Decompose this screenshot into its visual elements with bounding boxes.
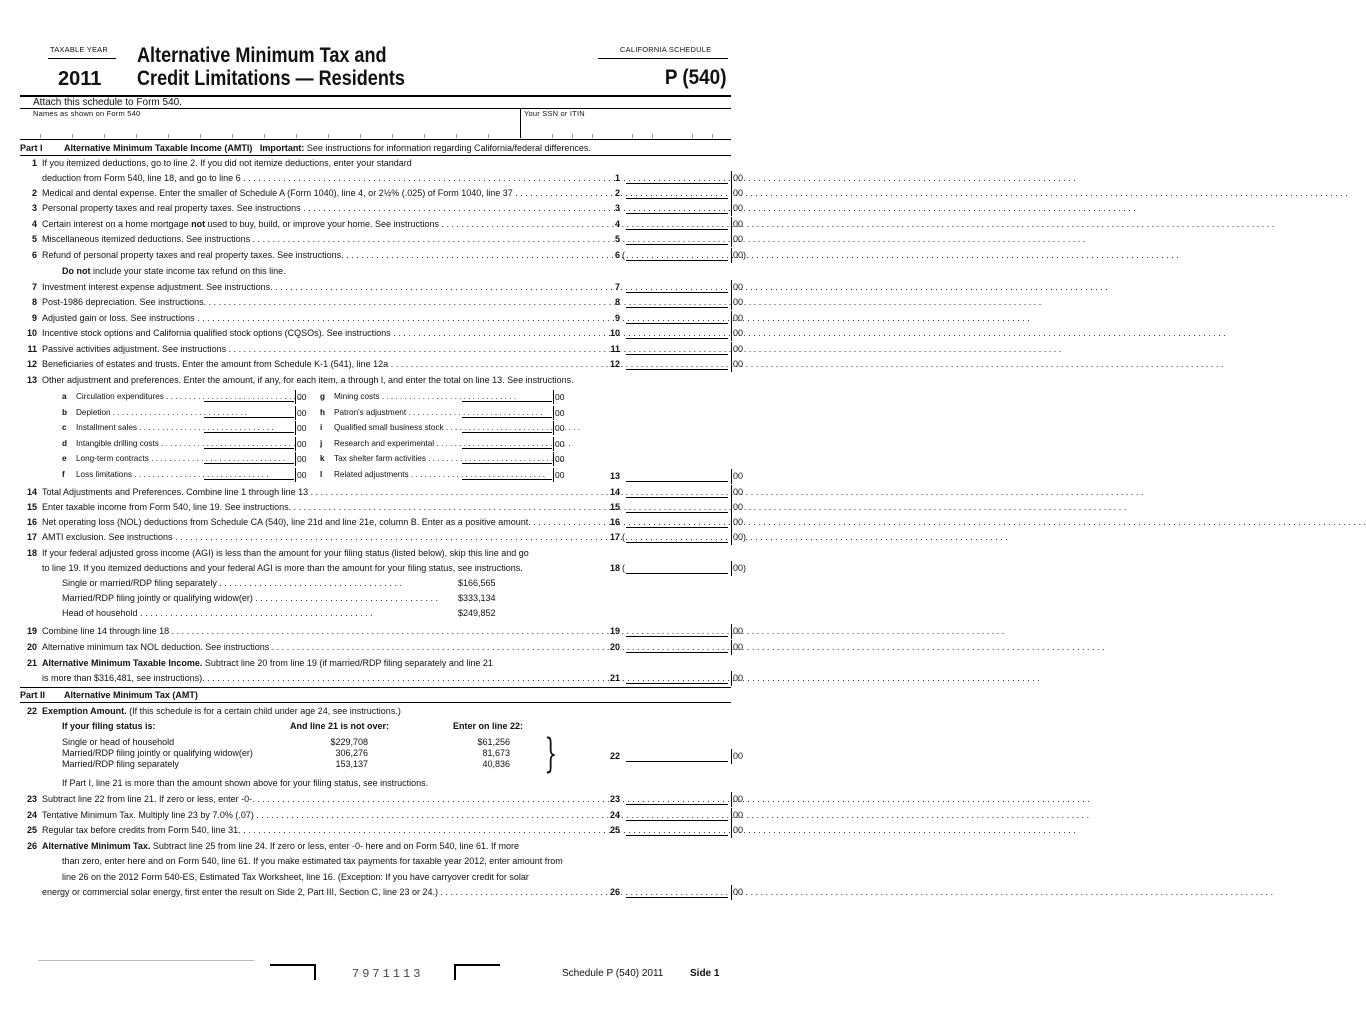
line-13b-amount[interactable] (204, 406, 294, 418)
line-22-intro: 22 Exemption Amount. (If this schedule is for a certain child under age 24, see instructions.) (26, 706, 401, 716)
line-24-amount[interactable] (626, 808, 728, 821)
barcode-number: 7971113 (352, 967, 424, 981)
line-15: 15 Enter taxable income from Form 540, line 19. See instructions. . . . 15 00 (20, 500, 710, 515)
line-18-status-3: Head of household . . . . . . . . . . . . . . . . . . . . . . . . . . . . . . . . . . . . . . . . . . . . . . . $249,852 (62, 608, 496, 618)
line-7: 7 Investment interest expense adjustment. See instructions. . . . 7 00 (20, 280, 710, 295)
line-13-intro: 13 Other adjustment and preferences. Enter the amount, if any, for each item, a through l, and enter the total on line 13. See instructions. (26, 375, 574, 385)
line-5-amount[interactable] (626, 232, 728, 245)
line-26-amount[interactable] (626, 885, 728, 898)
line-17-amount[interactable] (626, 530, 728, 543)
form-code: P (540) (664, 66, 726, 89)
line-13c-cents: 00 (295, 421, 313, 435)
line-5: 5 Miscellaneous itemized deductions. See instructions . . . 5 00 (20, 232, 710, 247)
attach-instruction: Attach this schedule to Form 540. (33, 97, 182, 108)
title-line-2: Credit Limitations — Residents (137, 67, 405, 90)
line-24: 24 Tentative Minimum Tax. Multiply line 23 by 7.0% (.07) . . . 24 00 (20, 808, 710, 823)
col-enter: Enter on line 22: (453, 721, 524, 731)
line-13j-label: Research and experimental . . . (334, 437, 460, 451)
part2-rule (20, 702, 731, 703)
line-13d-letter: d (62, 439, 68, 448)
line-13g-letter: g (320, 392, 326, 401)
line-15-amount[interactable] (626, 500, 728, 513)
line-13a-letter: a (62, 392, 67, 401)
line-13h-letter: h (320, 408, 326, 417)
line-13-amount[interactable] (626, 469, 728, 482)
line-13k-cents: 00 (553, 452, 571, 466)
schedule-divider (598, 58, 728, 59)
line-13l-letter: l (320, 470, 323, 479)
line-13a-label: Circulation expenditures . . . (76, 390, 202, 404)
line-18-status-1: Single or married/RDP filing separately . . . . . . . . . . . . . . . . . . . . . . . . . . . . . . . . . . . . . $166,565 (62, 578, 496, 588)
line-13l-label: Related adjustments . . . (334, 468, 460, 482)
line-3: 3 Personal property taxes and real property taxes. See instructions . . . 3 00 (20, 201, 710, 216)
line-26-text-3: line 26 on the 2012 Form 540-ES, Estimated Tax Worksheet, line 16. (Exception: If you have carryover credit for solar (62, 872, 529, 882)
line-13i-cents: 00 (553, 421, 571, 435)
line-13j-letter: j (320, 439, 323, 448)
line-16-amount[interactable] (626, 515, 728, 528)
line-13e-cents: 00 (295, 452, 313, 466)
status-single: Single or head of household (62, 737, 175, 747)
line-13k-item (320, 452, 575, 466)
part2-top-rule (20, 687, 731, 688)
corner-mark-left (270, 964, 316, 980)
form-title (137, 44, 429, 90)
line-13k-amount[interactable] (462, 452, 552, 464)
line-13e-item (62, 452, 317, 466)
line-13g-amount[interactable] (462, 390, 552, 402)
line-16: 16 Net operating loss (NOL) deductions from Schedule CA (540), line 21d and line 21e, column B. Enter as a positive amount. . . . 16 00 (20, 515, 710, 530)
line-13g-item (320, 390, 575, 404)
line-13c-amount[interactable] (204, 421, 294, 433)
line-18: to line 19. If you itemized deductions and your federal AGI is more than the amount for your filing status, see instructions. 18 ( 00 ) (20, 561, 710, 576)
line-13a-item (62, 390, 317, 404)
line-19: 19 Combine line 14 through line 18 . . . 19 00 (20, 624, 710, 639)
part1-title: Alternative Minimum Taxable Income (AMTI) (64, 143, 253, 153)
part2-title: Alternative Minimum Tax (AMT) (64, 690, 198, 700)
line-7-amount[interactable] (626, 280, 728, 293)
line-13f-label: Loss limitations . . . (76, 468, 202, 482)
line-22-amount[interactable] (626, 749, 728, 762)
line-13h-label: Patron's adjustment . . . (334, 406, 460, 420)
line-10: 10 Incentive stock options and California qualified stock options (CQSOs). See instructions . . . 10 00 (20, 326, 710, 341)
schedule-label: CALIFORNIA SCHEDULE (620, 45, 712, 54)
line-13e-amount[interactable] (204, 452, 294, 464)
form-reference: Schedule P (540) 2011 (562, 968, 664, 979)
line-20: 20 Alternative minimum tax NOL deduction. See instructions . . . 20 00 (20, 640, 710, 655)
title-line-1: Alternative Minimum Tax and (137, 44, 387, 67)
year-divider (48, 58, 116, 59)
line-1-amount[interactable] (626, 171, 728, 184)
line-13e-label: Long-term contracts . . . (76, 452, 202, 466)
important-text: See instructions for information regarding California/federal differences. (306, 143, 591, 153)
line-23-amount[interactable] (626, 792, 728, 805)
part2-header (20, 689, 198, 701)
line-11-amount[interactable] (626, 342, 728, 355)
not-over-list: $229,708 306,276 153,137 (330, 737, 368, 769)
line-8-amount[interactable] (626, 295, 728, 308)
line-13j-amount[interactable] (462, 437, 552, 449)
line-13b-item (62, 406, 317, 420)
part1-label: Part I (20, 143, 43, 153)
line-26: energy or commercial solar energy, first enter the result on Side 2, Part III, Section C, line 23 or 24.) . . . 26 00 (20, 885, 710, 900)
line-13i-label: Qualified small business stock . . . (334, 421, 460, 435)
line-13c-item (62, 421, 317, 435)
line-14-amount[interactable] (626, 485, 728, 498)
line-2: 2 Medical and dental expense. Enter the smaller of Schedule A (Form 1040), line 4, or 2½% (.025) of Form 1040, line 37 . . . 2 00 (20, 186, 710, 201)
ssn-label: Your SSN or ITIN (524, 109, 585, 118)
line-2-amount[interactable] (626, 186, 728, 199)
line-13c-label: Installment sales . . . (76, 421, 202, 435)
line-18-status-2: Married/RDP filing jointly or qualifying widow(er) . . . . . . . . . . . . . . . . . . . . . . . . . . . . . . . . . . . . . $333,134 (62, 593, 496, 603)
line-26-intro: 26 Alternative Minimum Tax. Subtract line 25 from line 24. If zero or less, enter -0- here and on Form 540, line 61. If more (26, 841, 520, 851)
line-13b-letter: b (62, 408, 68, 417)
line-22: 22 00 (20, 749, 710, 764)
line-21: is more than $316,481, see instructions). . . . 21 00 (20, 671, 710, 686)
line-13k-label: Tax shelter farm activities . . . (334, 452, 460, 466)
line-13d-cents: 00 (295, 437, 313, 451)
line-26-text-2: than zero, enter here and on Form 540, line 61. If you make estimated tax payments for taxable year 2012, enter amount from (62, 856, 563, 866)
line-13j-cents: 00 (553, 437, 571, 451)
part1-header (20, 142, 591, 154)
line-11: 11 Passive activities adjustment. See instructions . . . 11 00 (20, 342, 710, 357)
line-9: 9 Adjusted gain or loss. See instructions . . . 9 00 (20, 311, 710, 326)
important-label: Important: (259, 143, 305, 153)
line-4: 4 Certain interest on a home mortgage not used to buy, build, or improve your home. See instructions . . . 4 00 (20, 217, 710, 232)
line-22-note: If Part I, line 21 is more than the amount shown above for your filing status, see instructions. (62, 778, 429, 788)
line-13f-letter: f (62, 470, 65, 479)
col-not-over: And line 21 is not over: (290, 721, 390, 731)
line-6-note: Do not include your state income tax refund on this line. (62, 266, 286, 276)
line-18-amount[interactable] (626, 561, 728, 574)
line-21-intro: 21 Alternative Minimum Taxable Income. Subtract line 20 from line 19 (if married/RDP filing separately and line 21 (26, 658, 493, 668)
line-6: 6 Refund of personal property taxes and real property taxes. See instructions. . . . 6 ( 00 ) (20, 248, 710, 263)
line-21-amount[interactable] (626, 671, 728, 684)
tax-year: 2011 (58, 68, 102, 90)
line-13i-item (320, 421, 575, 435)
brace-icon: } (544, 731, 558, 777)
line-13a-cents: 00 (295, 390, 313, 404)
line-13f-cents: 00 (295, 468, 313, 482)
line-13k-letter: k (320, 454, 325, 463)
line-20-amount[interactable] (626, 640, 728, 653)
line-13l-cents: 00 (553, 468, 571, 482)
line-13g-cents: 00 (553, 390, 571, 404)
line-13d-amount[interactable] (204, 437, 294, 449)
line-13d-item (62, 437, 317, 451)
footer-rule (38, 960, 254, 961)
names-label: Names as shown on Form 540 (33, 109, 141, 118)
line-13d-label: Intangible drilling costs . . . (76, 437, 202, 451)
line-13b-label: Depletion . . . (76, 406, 202, 420)
line-13i-amount[interactable] (462, 421, 552, 433)
line-4-amount[interactable] (626, 217, 728, 230)
entry-ticks (20, 130, 731, 138)
line-13j-item (320, 437, 575, 451)
side-label: Side 1 (690, 968, 720, 979)
line-19-amount[interactable] (626, 624, 728, 637)
line-1-intro: 1 If you itemized deductions, go to line 2. If you did not itemize deductions, enter your standard (31, 158, 412, 168)
line-13i-letter: i (320, 423, 323, 432)
line-1: deduction from Form 540, line 18, and go to line 6 . . . 1 00 (20, 171, 710, 186)
line-13b-cents: 00 (295, 406, 313, 420)
line-12: 12 Beneficiaries of estates and trusts. Enter the amount from Schedule K-1 (541), line 12a . . . 12 00 (20, 357, 710, 372)
line-14: 14 Total Adjustments and Preferences. Combine line 1 through line 13 . . . 14 00 (20, 485, 710, 500)
line-18-intro: 18 If your federal adjusted gross income (AGI) is less than the amount for your filing status (listed below), skip this line and go (26, 548, 529, 558)
line-13g-label: Mining costs . . . (334, 390, 460, 404)
status-separate: Married/RDP filing separately (62, 759, 179, 769)
line-18-status-list (62, 578, 496, 623)
line-12-amount[interactable] (626, 357, 728, 370)
line-25: 25 Regular tax before credits from Form 540, line 31. . . . 25 00 (20, 823, 710, 838)
line-13h-amount[interactable] (462, 406, 552, 418)
line-23: 23 Subtract line 22 from line 21. If zero or less, enter -0-. . . . 23 00 (20, 792, 710, 807)
status-joint: Married/RDP filing jointly or qualifying widow(er) (62, 748, 253, 758)
line-17: 17 AMTI exclusion. See instructions . . . 17 ( 00 ) (20, 530, 710, 545)
line-13e-letter: e (62, 454, 67, 463)
line-13: 13 00 (20, 469, 710, 484)
col-filing-status: If your filing status is: (62, 721, 156, 731)
line-9-amount[interactable] (626, 311, 728, 324)
part2-label: Part II (20, 690, 46, 700)
line-13c-letter: c (62, 423, 67, 432)
line-13h-cents: 00 (553, 406, 571, 420)
line-6-amount[interactable] (626, 248, 728, 261)
line-8: 8 Post-1986 depreciation. See instructions. . . . 8 00 (20, 295, 710, 310)
line-13a-amount[interactable] (204, 390, 294, 402)
taxable-year-label: TAXABLE YEAR (50, 45, 108, 54)
enter-list: $61,256 81,673 40,836 (477, 737, 510, 769)
corner-mark-right (454, 964, 500, 980)
line-13h-item (320, 406, 575, 420)
line-10-amount[interactable] (626, 326, 728, 339)
line-3-amount[interactable] (626, 201, 728, 214)
ssn-rule (20, 139, 731, 140)
line-25-amount[interactable] (626, 823, 728, 836)
